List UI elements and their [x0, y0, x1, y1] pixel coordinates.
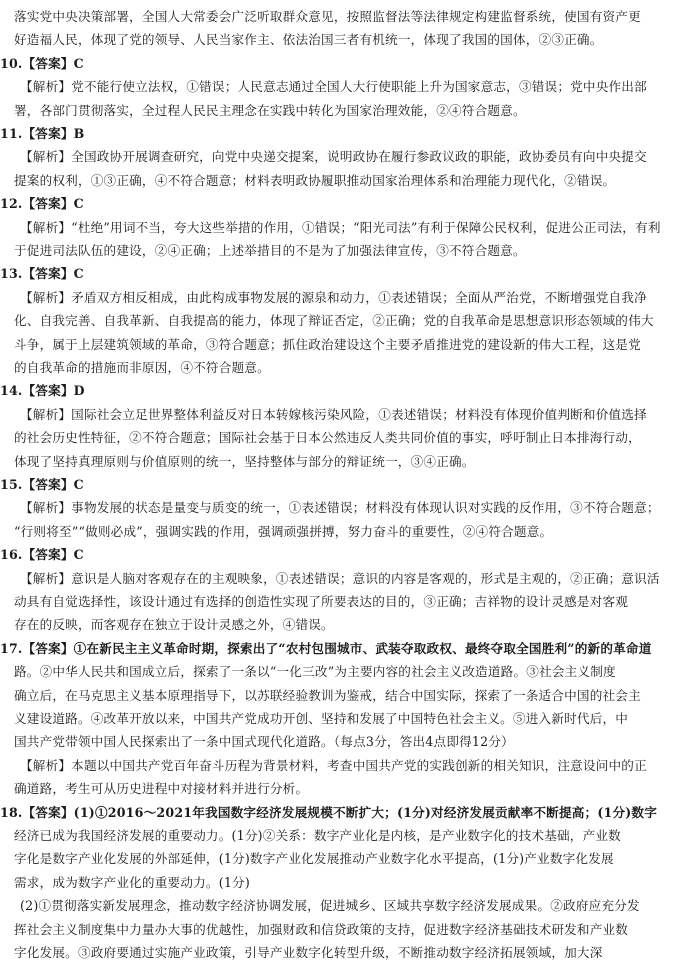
- answer-heading: 16.【答案】C: [0, 547, 84, 563]
- answer-heading: 18.【答案】(1)①2016～2021年我国数字经济发展规模不断扩大；(1分)对经济发展贡献率不断提高；(1分)数字: [0, 804, 658, 820]
- text-line: 于促进司法队伍的建设，②④正确；上述举措目的不是为了加强法律宣传，③不符合题意。: [14, 243, 526, 258]
- text-line: 好造福人民，体现了党的领导、人民当家作主、依法治国三者有机统一，体现了我国的国体，②③正确。: [14, 32, 603, 48]
- analysis-line: 【解析】国际社会立足世界整体利益反对日本转嫁核污染风险，①表述错误；材料没有体现价值判断和价值选择: [20, 406, 647, 422]
- text-line: 字化是数字产业化发展的外部延伸，(1分)数字产业化发展推动产业数字化水平提高，(1分)产业数字化发展: [14, 851, 614, 867]
- analysis-line: 【解析】矛盾双方相反相成，由此构成事物发展的源泉和动力，①表述错误；全面从严治党，不断增强党自我净: [20, 289, 647, 305]
- analysis-line: 【解析】意识是人脑对客观存在的主观映象，①表述错误；意识的内容是客观的，形式是主观的，②正确；意识活: [20, 570, 660, 586]
- text-line: 路。②中华人民共和国成立后，探索了一条以“一化三改”为主要内容的社会主义改造道路。③社会主义制度: [14, 664, 616, 680]
- text-line: 提案的权利，①③正确，④不符合题意；材料表明政协履职推动国家治理体系和治理能力现代化，②错误。: [14, 172, 616, 188]
- analysis-line: (2)①贯彻落实新发展理念，推动数字经济协调发展，促进城乡、区域共享数字经济发展成果。②政府应充分发: [20, 898, 640, 914]
- text-line: 确道路，考生可从历史进程中对接材料并进行分析。: [14, 781, 309, 797]
- analysis-line: 【解析】党不能行使立法权，①错误；人民意志通过全国人大行使职能上升为国家意志，③错误；党中央作出部: [20, 79, 647, 95]
- text-line: 确立后，在马克思主义基本原理指导下，以苏联经验教训为鉴戒，结合中国实际，探索了一条适合中国的社会主: [14, 687, 641, 703]
- answer-heading: 12.【答案】C: [0, 196, 84, 212]
- answer-heading: 15.【答案】C: [0, 477, 84, 492]
- text-line: 体现了坚持真理原则与价值原则的统一，坚持整体与部分的辩证统一，③④正确。: [14, 453, 475, 469]
- text-line: 动具有自觉选择性，该设计通过有选择的创造性实现了所要表达的目的，③正确；吉祥物的设计灵感是对客观: [14, 594, 629, 609]
- text-line: 国共产党带领中国人民探索出了一条中国式现代化道路。（每点3分，答出4点即得12分）: [14, 734, 514, 750]
- text-line: 经济已成为我国经济发展的重要动力。(1分)②关系：数字产业化是内核，是产业数字化的技术基础，产业数: [14, 828, 621, 843]
- answer-heading: 14.【答案】D: [0, 383, 85, 399]
- text-line: “行则将至”“做则必成”，强调实践的作用，强调顽强拼搏，努力奋斗的重要性，②④符合题意。: [14, 523, 553, 539]
- text-line: 字化发展。③政府要通过实施产业政策，引导产业数字化转型升级，不断推动数字经济拓展领域，加大深: [14, 945, 603, 960]
- text-line: 的自我革命的措施而非原因，④不符合题意。: [14, 360, 270, 375]
- text-line: 化、自我完善、自我革新、自我提高的能力，体现了辩证否定，②正确；党的自我革命是思想意识形态领域的伟大: [14, 313, 654, 329]
- analysis-line: 【解析】本题以中国共产党百年奋斗历程为背景材料，考查中国共产党的实践创新的相关知识，注意设问中的正: [20, 757, 647, 773]
- text-line: 需求，成为数字产业化的重要动力。(1分): [14, 874, 250, 890]
- text-line: 的社会历史性特征，②不符合题意；国际社会基于日本公然违反人类共同价值的事实，呼吁制止日本排海行动，: [14, 430, 641, 446]
- text-line: 义建设道路。④改革开放以来，中国共产党成功开创、坚持和发展了中国特色社会主义。⑤进入新时代后，中: [14, 711, 629, 726]
- answer-heading: 13.【答案】C: [0, 266, 84, 282]
- answer-heading: 17.【答案】①在新民主主义革命时期，探索出了“农村包围城市、武装夺取政权、最终夺取全国胜利”的新的革命道: [0, 640, 652, 656]
- analysis-line: 【解析】“杜绝”用词不当，夸大这些举措的作用，①错误；“阳光司法”有利于保障公民权利，促进公正司法，有利: [20, 219, 661, 235]
- text-line: 挥社会主义制度集中力量办大事的优越性，加强财政和信贷政策的支持，促进数字经济基础技术研发和产业数: [14, 921, 629, 937]
- text-line: 落实党中央决策部署，全国人大常委会广泛听取群众意见，按照监督法等法律规定构建监督系统，使国有资产更: [14, 9, 641, 24]
- text-line: 斗争，属于上层建筑领域的革命，③符合题意；抓住政治建设这个主要矛盾推进党的建设新的伟大工程，这是党: [14, 336, 641, 352]
- analysis-line: 【解析】全国政协开展调查研究，向党中央递交提案，说明政协在履行参政议政的职能，政协委员有向中央提交: [20, 149, 647, 165]
- text-line: 署，各部门贯彻落实，全过程人民民主理念在实践中转化为国家治理效能，②④符合题意。: [14, 102, 526, 118]
- answer-heading: 11.【答案】B: [0, 126, 85, 141]
- answer-heading: 10.【答案】C: [0, 55, 84, 71]
- analysis-line: 【解析】事物发展的状态是量变与质变的统一，①表述错误；材料没有体现认识对实践的反作用，③不符合题意；: [20, 500, 660, 516]
- text-line: 存在的反映，而客观存在独立于设计灵感之外，④错误。: [14, 617, 334, 633]
